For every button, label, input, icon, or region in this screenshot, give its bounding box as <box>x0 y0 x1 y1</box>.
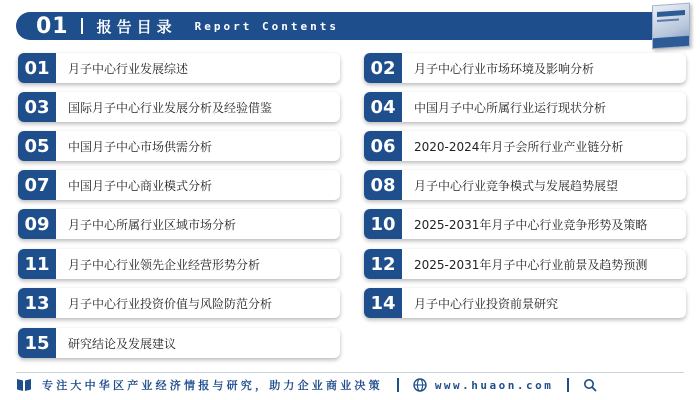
toc-item-number: 08 <box>364 170 402 200</box>
toc-item-label: 国际月子中心行业发展分析及经验借鉴 <box>68 100 273 115</box>
section-subtitle: Report Contents <box>194 19 339 33</box>
toc-item[interactable] <box>364 131 686 161</box>
toc-item-number: 06 <box>364 131 402 161</box>
toc-item[interactable] <box>364 209 686 239</box>
report-cover-image <box>652 3 690 50</box>
search-icon[interactable] <box>583 378 597 392</box>
toc-item-number: 11 <box>18 249 56 279</box>
toc-item-label: 月子中心行业投资前景研究 <box>414 296 559 311</box>
footer-slogan: 专注大中华区产业经济情报与研究，助力企业商业决策 <box>42 379 383 392</box>
toc-item-label: 月子中心行业发展综述 <box>68 61 189 76</box>
toc-item-label: 月子中心所属行业区域市场分析 <box>68 217 237 232</box>
section-number: 01 <box>36 13 69 39</box>
toc-item-label: 月子中心行业竞争模式与发展趋势展望 <box>414 178 619 193</box>
header-divider <box>81 18 83 34</box>
toc-item-number: 04 <box>364 92 402 122</box>
toc-item-number: 07 <box>18 170 56 200</box>
toc-item-label: 中国月子中心商业模式分析 <box>68 178 213 193</box>
toc-item-number: 03 <box>18 92 56 122</box>
globe-icon <box>413 378 427 392</box>
toc-item-number: 10 <box>364 209 402 239</box>
section-title: 报告目录 <box>96 17 177 36</box>
toc-item-label: 2025-2031年月子中心行业前景及趋势预测 <box>414 257 648 272</box>
website-link[interactable]: www.huaon.com <box>434 378 554 392</box>
toc-item[interactable] <box>18 249 340 279</box>
toc-item[interactable] <box>364 53 686 83</box>
toc-item-number: 01 <box>18 53 56 83</box>
toc-item[interactable] <box>364 92 686 122</box>
toc-item[interactable] <box>18 92 340 122</box>
toc-item-number: 09 <box>18 209 56 239</box>
toc-item[interactable] <box>364 249 686 279</box>
toc-item-number: 05 <box>18 131 56 161</box>
toc-item-number: 13 <box>18 288 56 318</box>
book-icon <box>16 378 32 392</box>
footer <box>16 376 688 394</box>
footer-separator <box>567 378 569 392</box>
toc-item[interactable] <box>18 131 340 161</box>
toc-item-label: 中国月子中心所属行业运行现状分析 <box>414 100 607 115</box>
toc-item-label: 中国月子中心市场供需分析 <box>68 139 213 154</box>
toc-item-label: 2020-2024年月子会所行业产业链分析 <box>414 139 624 154</box>
footer-separator <box>397 378 399 392</box>
footer-divider <box>16 372 684 373</box>
cover-footer-band <box>653 36 689 49</box>
section-header <box>16 12 656 40</box>
toc-item[interactable] <box>18 209 340 239</box>
toc-item-label: 2025-2031年月子中心行业竞争形势及策略 <box>414 217 648 232</box>
toc-item[interactable] <box>364 288 686 318</box>
toc-item[interactable] <box>18 288 340 318</box>
toc-item-number: 15 <box>18 328 56 358</box>
toc-item[interactable] <box>18 328 340 358</box>
toc-item-label: 月子中心行业市场环境及影响分析 <box>414 61 595 76</box>
toc-item-number: 14 <box>364 288 402 318</box>
toc-item-number: 12 <box>364 249 402 279</box>
toc-item[interactable] <box>364 170 686 200</box>
toc-item-label: 月子中心行业领先企业经营形势分析 <box>68 257 261 272</box>
toc-item-label: 月子中心行业投资价值与风险防范分析 <box>68 296 273 311</box>
toc-item-number: 02 <box>364 53 402 83</box>
toc-item[interactable] <box>18 53 340 83</box>
cover-subtitle-line <box>657 18 679 22</box>
cover-title-band <box>657 10 685 17</box>
toc-item-label: 研究结论及发展建议 <box>68 336 177 351</box>
toc-item[interactable] <box>18 170 340 200</box>
